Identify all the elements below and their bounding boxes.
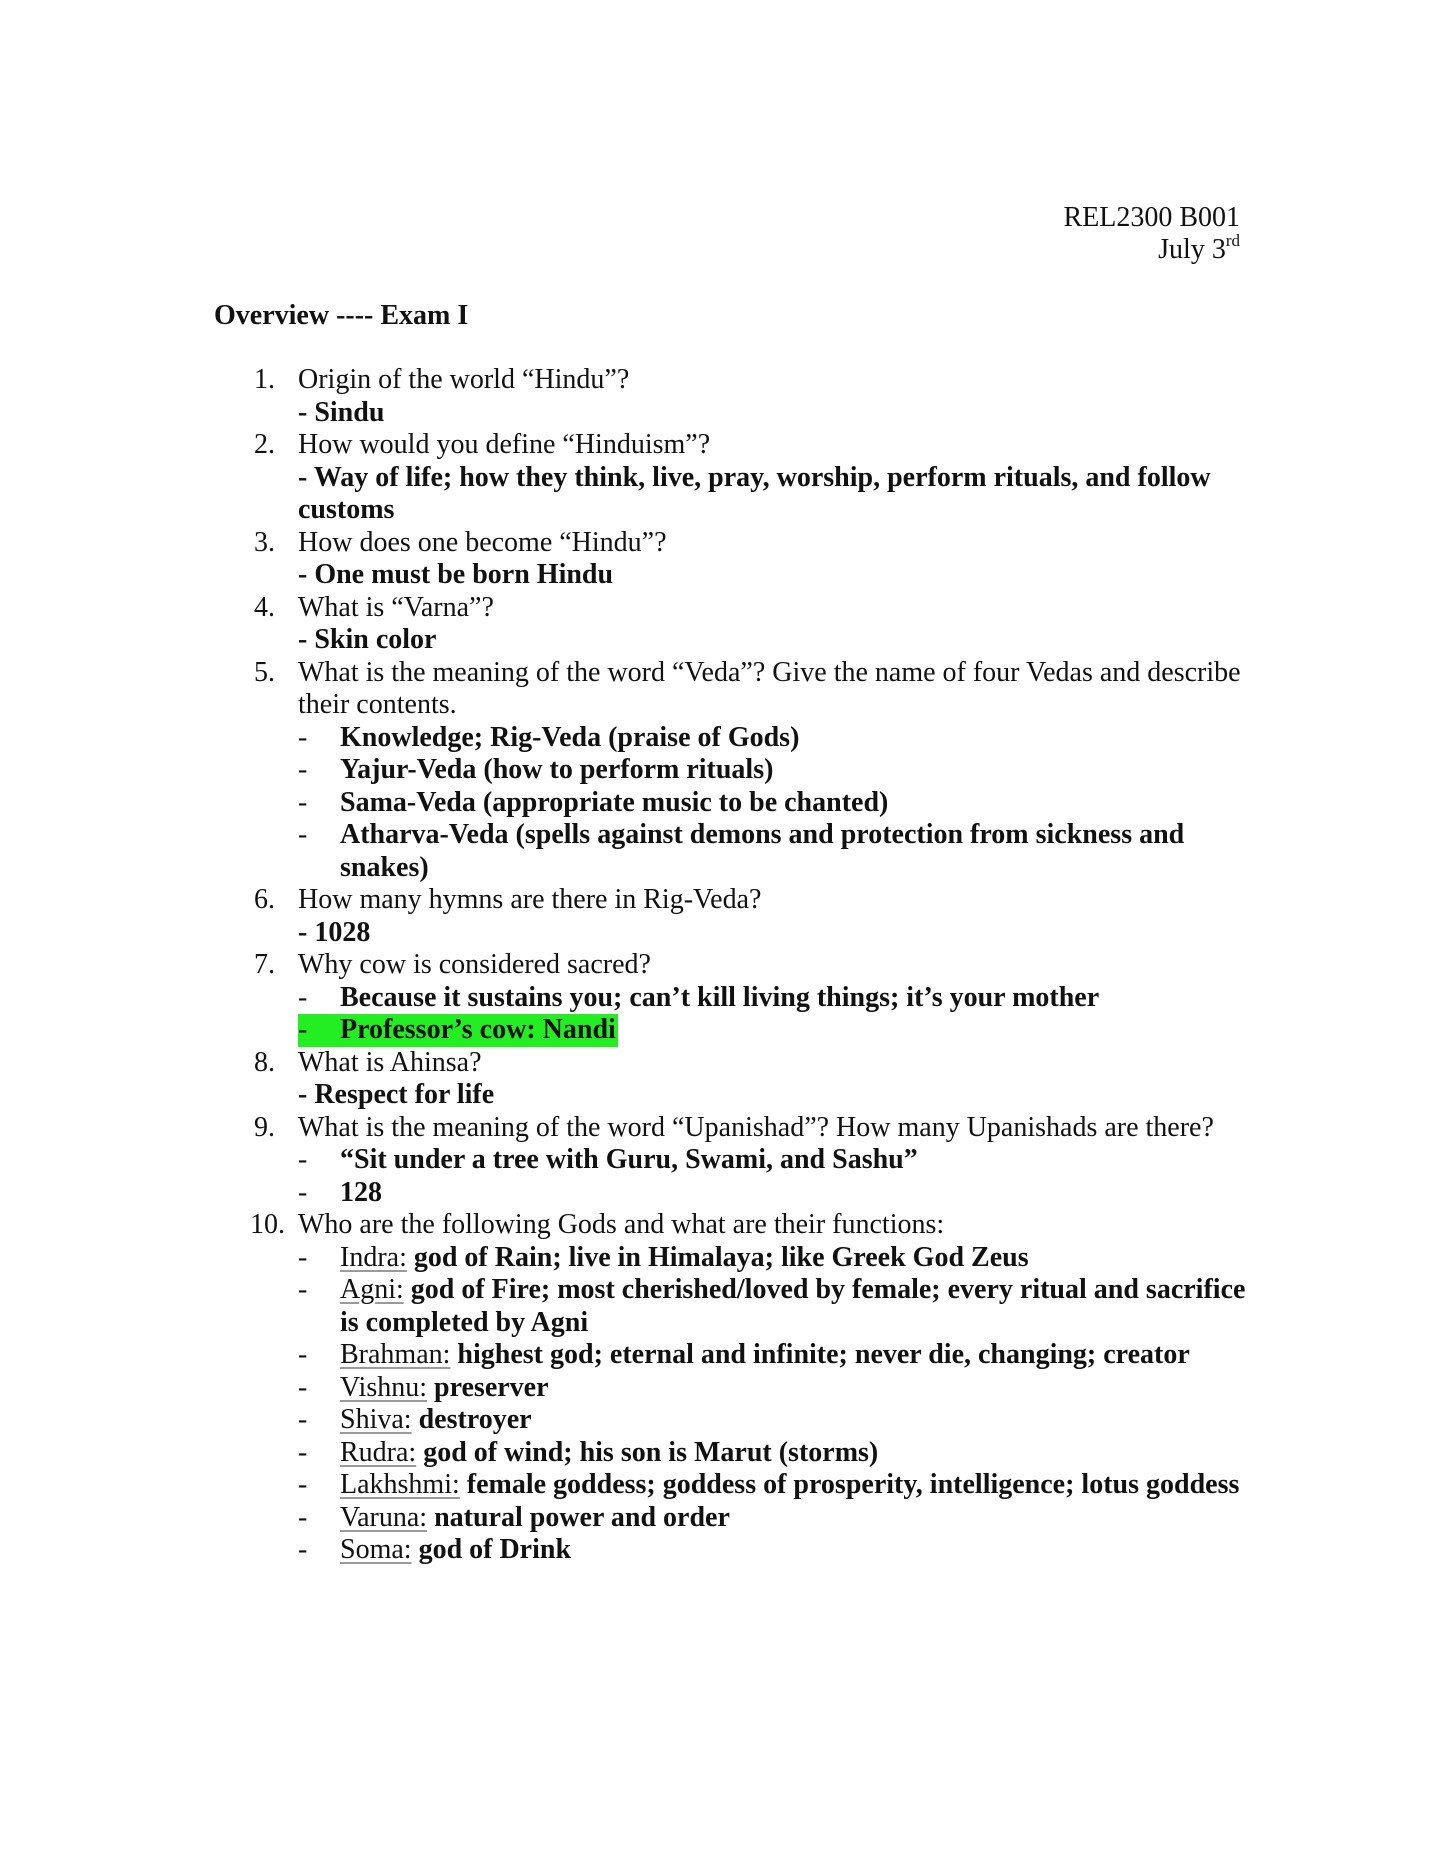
sub-answer: - 128 <box>298 1176 382 1208</box>
god-entry-lakhshmi: - Lakhshmi: female goddess; goddess of prosperity, intelligence; lotus goddess <box>298 1469 1240 1500</box>
question-item-10 <box>250 1209 1254 1567</box>
answer-text: - Skin color <box>298 624 437 655</box>
god-name: Vishnu: <box>340 1371 427 1403</box>
god-name: Brahman: <box>340 1339 451 1370</box>
sub-answer: - Because it sustains you; can’t kill living things; it’s your mother <box>298 981 1100 1013</box>
question-text: How many hymns are there in Rig-Veda? <box>298 884 762 915</box>
answer-text: - Sindu <box>298 396 385 428</box>
question-number: 8. <box>254 1046 275 1078</box>
question-number: 7. <box>254 949 275 980</box>
question-number: 4. <box>254 591 275 623</box>
question-text: What is “Varna”? <box>298 591 494 623</box>
page-title: Overview ---- Exam I <box>214 300 469 331</box>
sub-answer: - “Sit under a tree with Guru, Swami, and Sashu” <box>298 1144 918 1175</box>
question-text: What is Ahinsa? <box>298 1046 482 1078</box>
god-name: Varuna: <box>340 1501 428 1533</box>
god-entry-rudra: - Rudra: god of wind; his son is Marut (storms) <box>298 1436 879 1468</box>
question-number: 1. <box>254 364 275 395</box>
question-item-9 <box>254 1112 1254 1210</box>
question-number: 9. <box>254 1111 275 1143</box>
header-date <box>1063 231 1240 266</box>
question-item-1 <box>254 364 1254 429</box>
question-number: 3. <box>254 526 275 558</box>
answer-text: - 1028 <box>298 916 371 948</box>
god-description: preserver <box>434 1371 549 1403</box>
god-entry-agni: - Agni: god of Fire; most cherished/loved by female; every ritual and sacrifice is completed by Agni <box>298 1274 1246 1338</box>
god-entry-soma: - Soma: god of Drink <box>298 1534 572 1565</box>
question-item-7 <box>254 949 1254 1047</box>
question-text: Why cow is considered sacred? <box>298 949 651 980</box>
question-text: Origin of the world “Hindu”? <box>298 364 630 395</box>
god-description: god of Drink <box>418 1534 572 1565</box>
god-name: Shiva: <box>340 1404 412 1435</box>
header-block <box>1063 202 1240 266</box>
god-name: Indra: <box>340 1241 407 1273</box>
sub-answer: - Yajur-Veda (how to perform rituals) <box>298 754 774 785</box>
answer-text: - Respect for life <box>298 1079 495 1110</box>
question-item-8 <box>254 1047 1254 1112</box>
sub-answer: - Atharva-Veda (spells against demons and protection from sickness and snakes) <box>298 819 1185 883</box>
question-number: 5. <box>254 656 275 688</box>
question-item-5 <box>254 657 1254 885</box>
god-name: Lakhshmi: <box>340 1469 460 1500</box>
sub-answer: - Knowledge; Rig-Veda (praise of Gods) <box>298 721 800 753</box>
answer-text: - Way of life; how they think, live, pray, worship, perform rituals, and follow customs <box>298 461 1211 525</box>
god-entry-varuna: - Varuna: natural power and order <box>298 1501 730 1533</box>
god-description: female goddess; goddess of prosperity, intelligence; lotus goddess <box>466 1469 1240 1500</box>
question-item-4 <box>254 592 1254 657</box>
question-text: What is the meaning of the word “Veda”? Give the name of four Vedas and describe their contents. <box>298 656 1241 720</box>
sub-answer: - Sama-Veda (appropriate music to be chanted) <box>298 786 889 818</box>
god-name: Soma: <box>340 1534 412 1565</box>
date-main: July 3 <box>1158 234 1226 265</box>
question-number: 6. <box>254 884 275 915</box>
highlighted-note: - Professor’s cow: Nandi <box>298 1014 616 1045</box>
answer-text: - One must be born Hindu <box>298 559 614 590</box>
question-number: 2. <box>254 429 275 460</box>
question-item-6 <box>254 884 1254 949</box>
god-name: Rudra: <box>340 1436 417 1468</box>
god-name: Agni: <box>340 1274 404 1305</box>
course-code: REL2300 B001 <box>1063 202 1240 233</box>
god-description: god of Rain; live in Himalaya; like Greek God Zeus <box>413 1241 1029 1273</box>
god-description: natural power and order <box>434 1501 730 1533</box>
god-description: destroyer <box>418 1404 532 1435</box>
question-item-2 <box>254 429 1254 527</box>
question-text: Who are the following Gods and what are their functions: <box>298 1209 945 1240</box>
god-entry-indra: - Indra: god of Rain; live in Himalaya; like Greek God Zeus <box>298 1241 1029 1273</box>
question-text: How does one become “Hindu”? <box>298 526 667 558</box>
god-entry-vishnu: - Vishnu: preserver <box>298 1371 549 1403</box>
question-list <box>250 364 1254 1567</box>
god-entry-shiva: - Shiva: destroyer <box>298 1404 532 1435</box>
question-text: How would you define “Hinduism”? <box>298 429 711 460</box>
god-entry-brahman: - Brahman: highest god; eternal and infinite; never die, changing; creator <box>298 1339 1190 1370</box>
god-description: god of Fire; most cherished/loved by female; every ritual and sacrifice is completed by Agni <box>340 1274 1246 1338</box>
question-number: 10. <box>250 1209 285 1240</box>
date-suffix: rd <box>1225 231 1240 250</box>
god-description: god of wind; his son is Marut (storms) <box>423 1436 879 1468</box>
question-text: What is the meaning of the word “Upanishad”? How many Upanishads are there? <box>298 1111 1214 1143</box>
question-item-3 <box>254 527 1254 592</box>
god-description: highest god; eternal and infinite; never die, changing; creator <box>457 1339 1190 1370</box>
